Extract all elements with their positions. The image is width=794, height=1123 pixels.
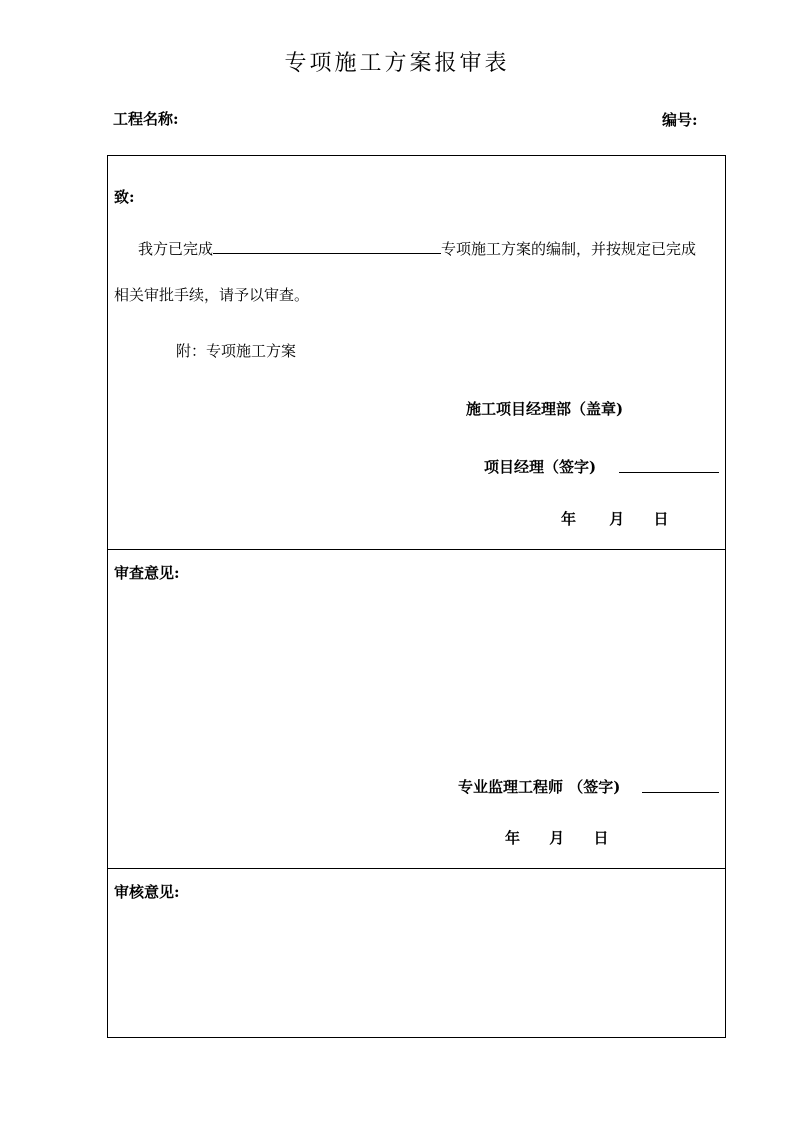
submission-body-line1 bbox=[138, 238, 696, 259]
submission-date bbox=[561, 508, 669, 529]
engineer-signature-label: 专业监理工程师 （签字) bbox=[458, 778, 621, 796]
date-day: 日 bbox=[593, 829, 609, 847]
date-day: 日 bbox=[653, 510, 669, 528]
review-opinion-label: 审查意见: bbox=[114, 564, 180, 582]
to-label: 致: bbox=[114, 188, 135, 206]
date-year: 年 bbox=[561, 510, 577, 528]
form-table bbox=[107, 155, 726, 1038]
section-divider-2 bbox=[108, 868, 725, 869]
review-date bbox=[505, 827, 609, 848]
submission-body-line2: 相关审批手续，请予以审查。 bbox=[114, 286, 310, 304]
department-seal-label: 施工项目经理部（盖章) bbox=[466, 400, 624, 418]
date-month: 月 bbox=[549, 829, 565, 847]
date-year: 年 bbox=[505, 829, 521, 847]
approval-opinion-label: 审核意见: bbox=[114, 883, 180, 901]
approval-opinion-area[interactable] bbox=[114, 906, 714, 1026]
section-divider-1 bbox=[108, 549, 725, 550]
engineer-signature-blank[interactable] bbox=[642, 792, 719, 793]
plan-name-blank[interactable] bbox=[213, 239, 441, 254]
project-name-label: 工程名称: bbox=[113, 110, 179, 128]
attachment-note: 附：专项施工方案 bbox=[176, 342, 297, 360]
manager-signature-label: 项目经理（签字) bbox=[484, 458, 597, 476]
serial-number-label: 编号: bbox=[662, 111, 698, 129]
date-month: 月 bbox=[609, 510, 625, 528]
form-title: 专项施工方案报审表 bbox=[284, 51, 510, 76]
manager-signature-blank[interactable] bbox=[619, 472, 719, 473]
review-opinion-area[interactable] bbox=[114, 586, 714, 766]
body-line1-suffix: 专项施工方案的编制，并按规定已完成 bbox=[441, 240, 697, 258]
body-line1-prefix: 我方已完成 bbox=[138, 240, 214, 258]
